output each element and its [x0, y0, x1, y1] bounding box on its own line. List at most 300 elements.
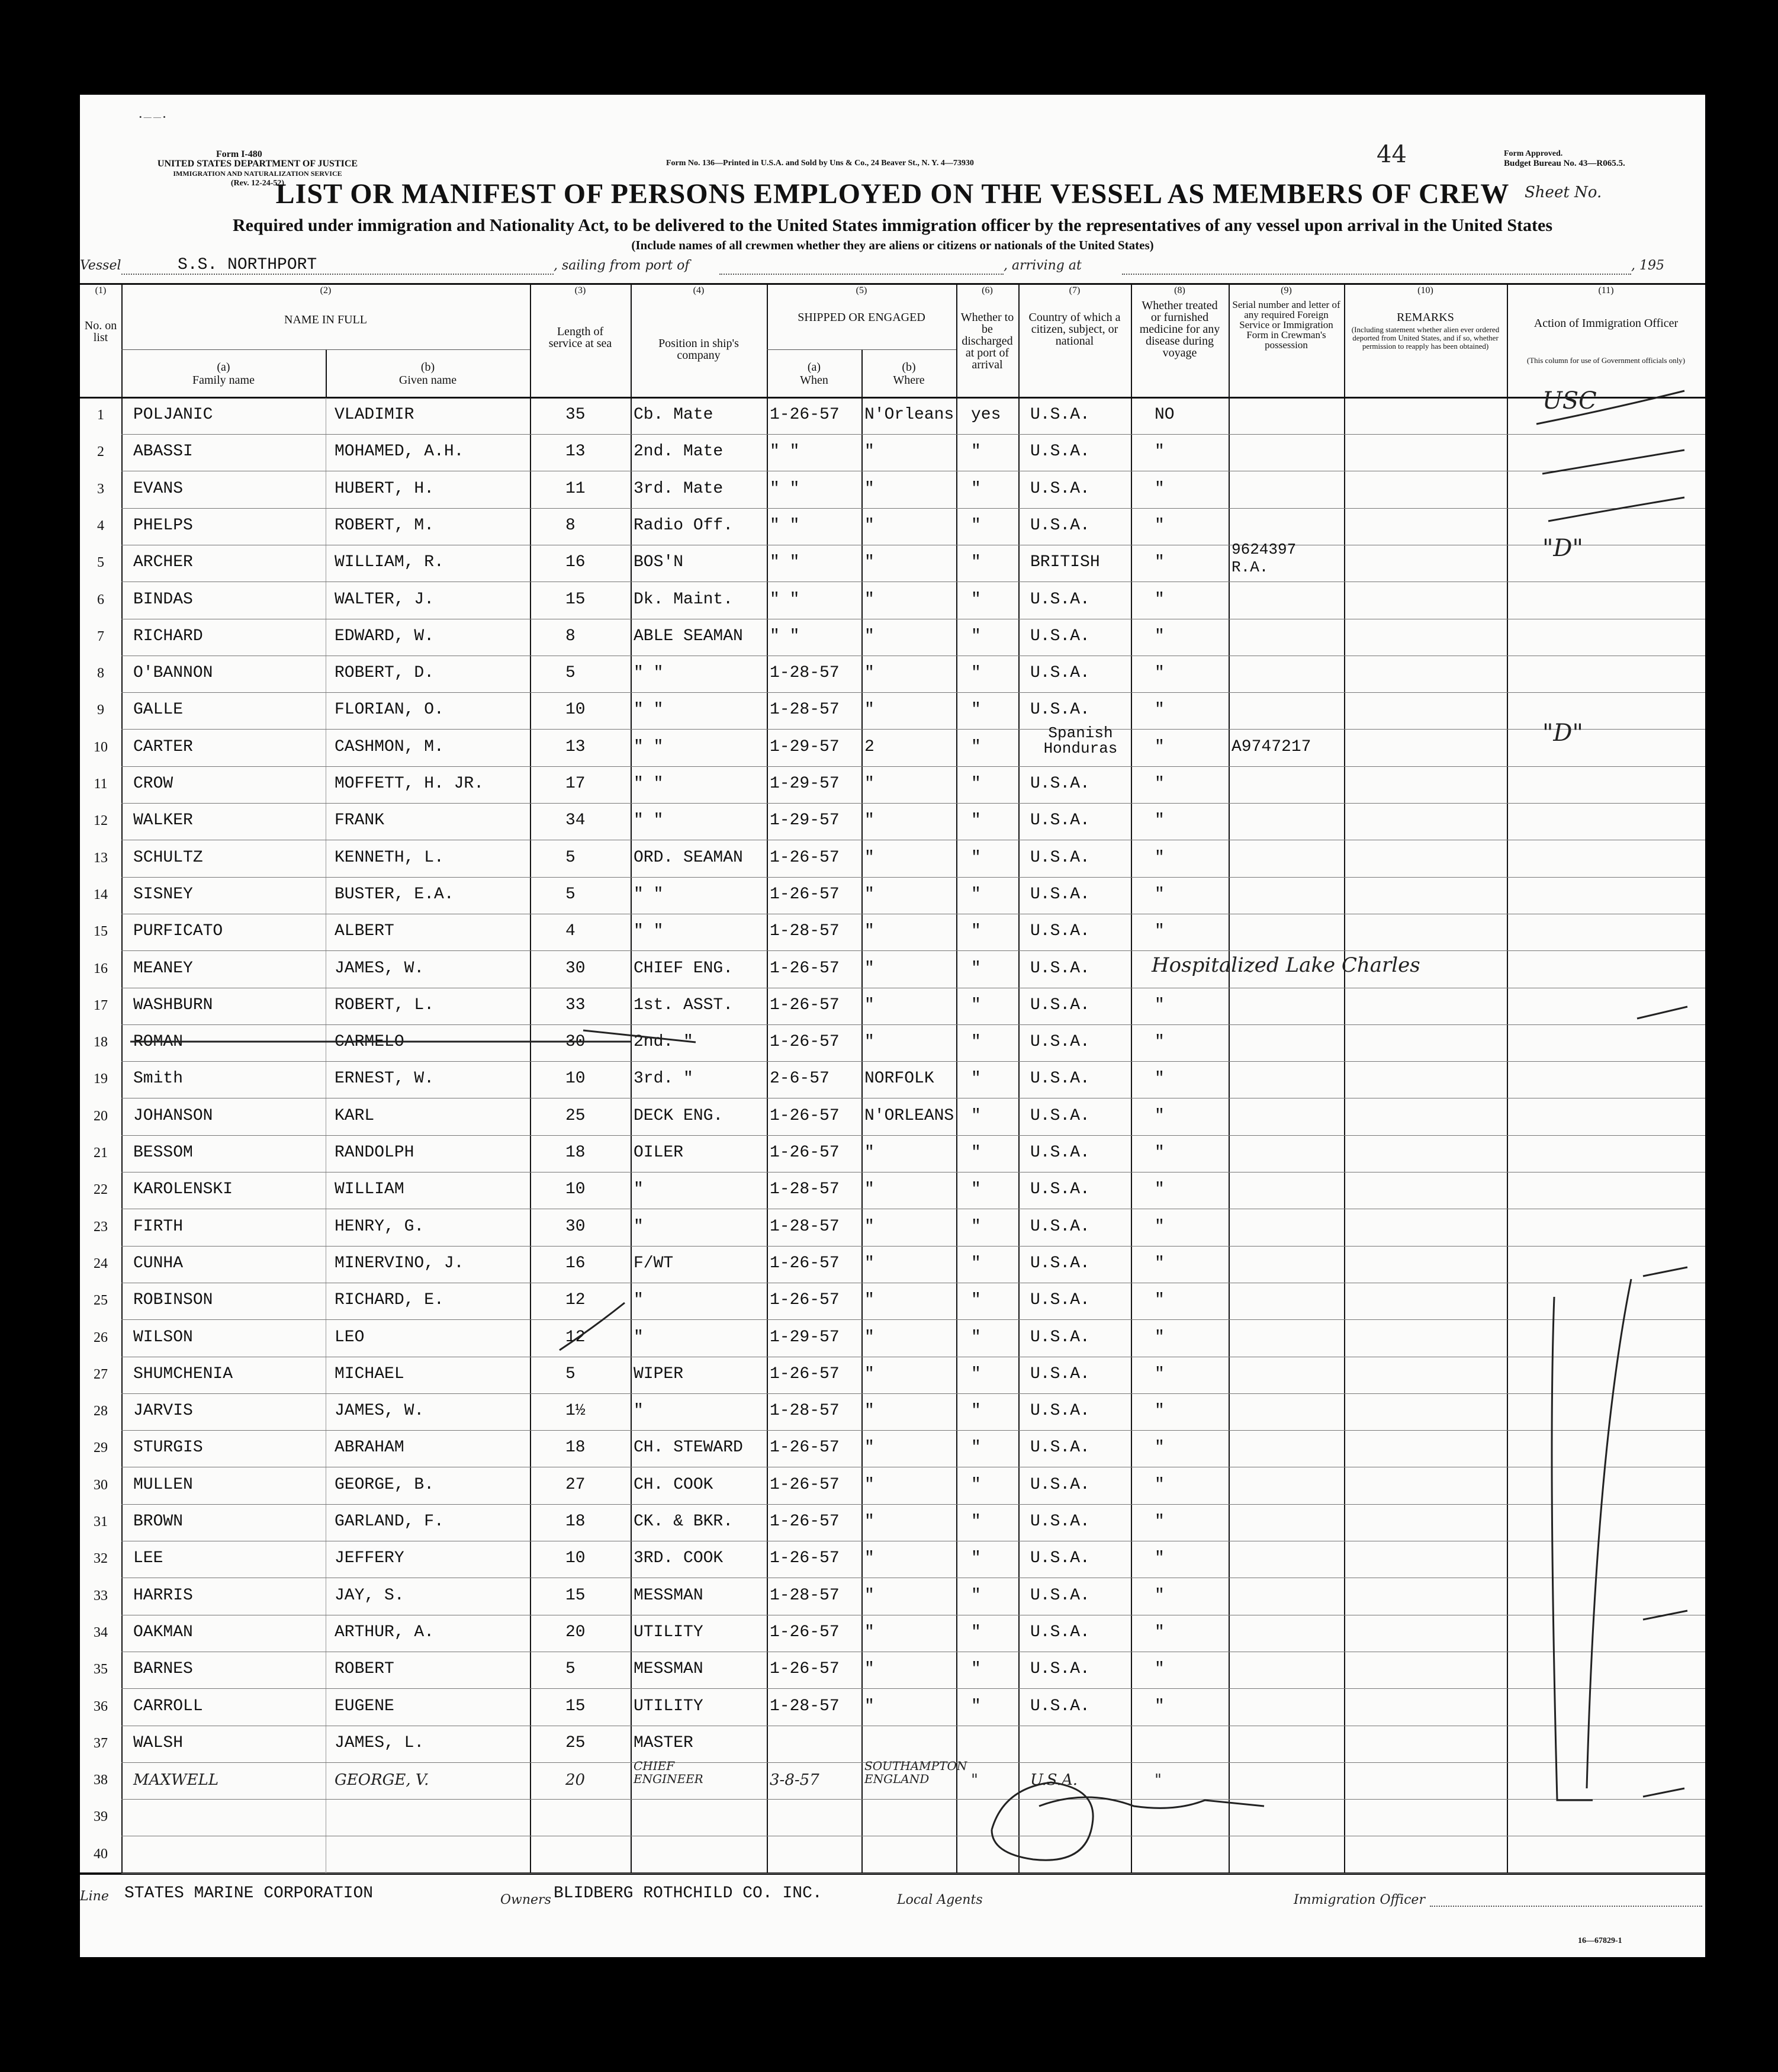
row-treated: ": [1155, 1033, 1165, 1052]
row-where: ": [864, 590, 874, 609]
check-stroke: [1643, 1788, 1684, 1797]
col-num-3: (3): [574, 285, 586, 295]
row-country: U.S.A.: [1030, 516, 1090, 535]
row-number: 22: [94, 1182, 108, 1198]
row-length: 5: [565, 885, 575, 904]
row-position: BOS'N: [634, 553, 684, 572]
row-discharged: ": [971, 885, 981, 904]
row-where: ": [864, 1623, 874, 1641]
row-number: 17: [94, 997, 108, 1013]
row-given: ERNEST, W.: [335, 1069, 435, 1088]
check-stroke: [1536, 387, 1684, 424]
row-action: "D": [1542, 719, 1583, 747]
row-where: ": [864, 442, 874, 461]
row-discharged: ": [971, 1402, 981, 1421]
row-where: ": [864, 995, 874, 1014]
row-where: ": [864, 959, 874, 978]
row-discharged: ": [971, 479, 981, 498]
row-treated: ": [1155, 848, 1165, 867]
row-given: ROBERT: [335, 1660, 394, 1679]
footer-line-label: Line: [80, 1889, 109, 1904]
row-where: ": [864, 885, 874, 904]
footer-code: 16—67829-1: [1578, 1936, 1622, 1945]
row-when: 1-26-57: [770, 885, 840, 904]
row-length: 4: [565, 922, 575, 941]
header-when-a: (a): [807, 361, 821, 374]
row-number: 6: [97, 592, 104, 608]
row-length: 15: [565, 1586, 586, 1605]
row-country: U.S.A.: [1030, 775, 1090, 793]
row-given: ARTHUR, A.: [335, 1623, 435, 1641]
row-given: KENNETH, L.: [335, 848, 444, 867]
row-action: USC: [1542, 387, 1597, 415]
row-treated: ": [1155, 1143, 1165, 1162]
row-where: ": [864, 701, 874, 719]
row-length: 17: [565, 775, 586, 793]
row-discharged: ": [971, 1660, 981, 1679]
row-given: GEORGE, V.: [335, 1771, 429, 1790]
row-when: 1-28-57: [770, 1697, 840, 1716]
row-when: 1-29-57: [770, 737, 840, 756]
row-given: EDWARD, W.: [335, 627, 435, 645]
header-where-b: (b): [902, 361, 916, 374]
signature-loop: [992, 1782, 1093, 1860]
row-discharged: ": [971, 959, 981, 978]
row-length: 13: [565, 737, 586, 756]
row-given: RICHARD, E.: [335, 1291, 444, 1310]
header-family-a: (a): [217, 361, 230, 374]
row-treated: ": [1155, 1328, 1165, 1347]
row-position: CHIEF ENG.: [634, 959, 734, 978]
row-family: OAKMAN: [133, 1623, 193, 1641]
row-given: ALBERT: [335, 922, 394, 941]
row-country: U.S.A.: [1030, 664, 1090, 683]
row-family: POLJANIC: [133, 406, 213, 424]
row-when: " ": [770, 553, 800, 572]
row-number: 32: [94, 1551, 108, 1567]
row-position: " ": [634, 885, 664, 904]
row-where: ": [864, 775, 874, 793]
row-number: 38: [94, 1772, 108, 1788]
row-length: 5: [565, 664, 575, 683]
row-family: PHELPS: [133, 516, 193, 535]
row-position: Radio Off.: [634, 516, 734, 535]
row-family: CROW: [133, 775, 173, 793]
row-family: PURFICATO: [133, 922, 223, 941]
row-given: JAMES, W.: [335, 959, 425, 978]
row-family: ARCHER: [133, 553, 193, 572]
row-given: ABRAHAM: [335, 1438, 404, 1457]
row-family: MULLEN: [133, 1475, 193, 1494]
row-position: " ": [634, 701, 664, 719]
row-treated: ": [1155, 701, 1165, 719]
row-position: CHIEF ENGINEER: [634, 1759, 703, 1787]
row-treated: ": [1155, 922, 1165, 941]
row-number: 31: [94, 1514, 108, 1530]
row-family: O'BANNON: [133, 664, 213, 683]
row-when: 1-28-57: [770, 1402, 840, 1421]
row-number: 26: [94, 1329, 108, 1345]
row-where: ": [864, 1438, 874, 1457]
row-family: CUNHA: [133, 1254, 184, 1273]
row-given: GEORGE, B.: [335, 1475, 435, 1494]
row-family: RICHARD: [133, 627, 203, 645]
service-name: IMMIGRATION AND NATURALIZATION SERVICE: [173, 169, 342, 178]
col-num-8: (8): [1174, 285, 1185, 295]
row-position: " ": [634, 775, 664, 793]
row-length: 1½: [565, 1402, 586, 1421]
row-position: ": [634, 1402, 644, 1421]
row-position: UTILITY: [634, 1697, 703, 1716]
row-number: 27: [94, 1366, 108, 1382]
row-family: CARTER: [133, 737, 193, 756]
row-position: CH. COOK: [634, 1475, 713, 1494]
row-where: ": [864, 516, 874, 535]
row-family: BESSOM: [133, 1143, 193, 1162]
row-family: ROMAN: [133, 1033, 184, 1052]
row-when: 1-29-57: [770, 1328, 840, 1347]
row-treated: ": [1155, 1364, 1165, 1383]
row-when: 2-6-57: [770, 1069, 829, 1088]
row-number: 3: [97, 481, 104, 497]
manifest-page: [80, 95, 1705, 1957]
row-country: U.S.A.: [1030, 885, 1090, 904]
row-given: WILLIAM, R.: [335, 553, 444, 572]
row-number: 23: [94, 1219, 108, 1235]
row-country: U.S.A.: [1030, 1033, 1090, 1052]
row-length: 12: [565, 1328, 586, 1347]
col-num-4: (4): [693, 285, 705, 295]
row-discharged: ": [971, 1438, 981, 1457]
row-country: U.S.A.: [1030, 922, 1090, 941]
row-given: WALTER, J.: [335, 590, 435, 609]
row-where: ": [864, 1586, 874, 1605]
row-discharged: ": [971, 775, 981, 793]
row-treated: ": [1155, 442, 1165, 461]
row-length: 27: [565, 1475, 586, 1494]
row-position: " ": [634, 737, 664, 756]
footer-line-value: STATES MARINE CORPORATION: [124, 1884, 374, 1903]
row-number: 30: [94, 1477, 108, 1493]
row-length: 20: [565, 1771, 586, 1790]
row-treated: ": [1155, 590, 1165, 609]
row-treated: ": [1155, 627, 1165, 645]
row-country: U.S.A.: [1030, 1475, 1090, 1494]
row-when: 1-26-57: [770, 1106, 840, 1125]
row-where: ": [864, 922, 874, 941]
form-number: Form I-480: [216, 149, 262, 159]
check-stroke: [560, 1303, 625, 1350]
row-given: MOFFETT, H. JR.: [335, 775, 484, 793]
row-family: SISNEY: [133, 885, 193, 904]
row-family: MEANEY: [133, 959, 193, 978]
col-num-10: (10): [1417, 285, 1433, 295]
row-when: 1-26-57: [770, 959, 840, 978]
row-where: N'Orleans: [864, 406, 954, 424]
row-family: WALSH: [133, 1733, 184, 1752]
row-given: CASHMON, M.: [335, 737, 444, 756]
row-family: FIRTH: [133, 1217, 184, 1236]
row-treated: NO: [1155, 406, 1175, 424]
form-subtitle: Required under immigration and Nationality Act, to be delivered to the United States immigration officer by the representatives of any vessel upon arrival in the United States: [232, 216, 1553, 235]
row-position: 3rd. Mate: [634, 479, 724, 498]
row-when: 1-26-57: [770, 1438, 840, 1457]
row-country: U.S.A.: [1030, 1402, 1090, 1421]
row-family: SCHULTZ: [133, 848, 203, 867]
row-when: " ": [770, 479, 800, 498]
header-given-name: Given name: [398, 374, 457, 387]
row-treated: ": [1155, 737, 1165, 756]
row-number: 13: [94, 850, 108, 866]
row-when: 1-28-57: [770, 1217, 840, 1236]
row-treated: ": [1155, 1697, 1165, 1716]
row-discharged: ": [971, 811, 981, 830]
col-num-7: (7): [1069, 285, 1081, 295]
row-serial: A9747217: [1232, 737, 1311, 756]
row-discharged: ": [971, 553, 981, 572]
sailing-label: , sailing from port of: [554, 258, 690, 273]
row-treated: ": [1155, 775, 1165, 793]
row-discharged: ": [971, 1364, 981, 1383]
row-given: HUBERT, H.: [335, 479, 435, 498]
row-treated: ": [1155, 1771, 1162, 1790]
row-discharged: ": [971, 1033, 981, 1052]
row-position: 2nd. ": [634, 1033, 693, 1052]
row-discharged: ": [971, 1254, 981, 1273]
row-country: U.S.A.: [1030, 1438, 1090, 1457]
row-where: N'ORLEANS: [864, 1106, 954, 1125]
row-discharged: ": [971, 1475, 981, 1494]
row-when: " ": [770, 590, 800, 609]
header-family-name: Family name: [192, 374, 255, 387]
footer-agents-label: Local Agents: [897, 1893, 983, 1907]
row-when: 1-26-57: [770, 995, 840, 1014]
row-country: U.S.A.: [1030, 1254, 1090, 1273]
row-where: ": [864, 1364, 874, 1383]
check-stroke: [1643, 1267, 1687, 1276]
row-length: 5: [565, 1364, 575, 1383]
row-given: HENRY, G.: [335, 1217, 425, 1236]
row-where: ": [864, 1328, 874, 1347]
row-number: 14: [94, 886, 108, 902]
row-number: 24: [94, 1255, 108, 1271]
form-note: (Include names of all crewmen whether they are aliens or citizens or nationals of the United States): [631, 238, 1154, 252]
signature-stroke: [1039, 1797, 1264, 1808]
row-position: CH. STEWARD: [634, 1438, 743, 1457]
row-number: 19: [94, 1071, 108, 1087]
row-family: STURGIS: [133, 1438, 203, 1457]
row-given: ROBERT, M.: [335, 516, 435, 535]
row-discharged: ": [971, 1180, 981, 1199]
row-position: ": [634, 1291, 644, 1310]
row-position: ": [634, 1180, 644, 1199]
row-family: WALKER: [133, 811, 193, 830]
col-num-6: (6): [982, 285, 993, 295]
row-number: 12: [94, 813, 108, 829]
row-length: 5: [565, 848, 575, 867]
row-when: 1-26-57: [770, 1512, 840, 1531]
row-given: MINERVINO, J.: [335, 1254, 464, 1273]
row-given: KARL: [335, 1106, 375, 1125]
row-position: ": [634, 1217, 644, 1236]
row-country: U.S.A.: [1030, 406, 1090, 424]
row-country: U.S.A.: [1030, 1512, 1090, 1531]
row-when: 1-26-57: [770, 406, 840, 424]
row-country: U.S.A.: [1030, 995, 1090, 1014]
row-position: DECK ENG.: [634, 1106, 724, 1125]
row-length: 10: [565, 1180, 586, 1199]
row-length: 30: [565, 959, 586, 978]
header-shipped: SHIPPED OR ENGAGED: [798, 311, 925, 324]
form-title: LIST OR MANIFEST OF PERSONS EMPLOYED ON THE VESSEL AS MEMBERS OF CREW: [275, 178, 1510, 210]
row-treated: ": [1155, 885, 1165, 904]
row-number: 34: [94, 1624, 108, 1640]
row-discharged: ": [971, 922, 981, 941]
header-remarks-note: (Including statement whether alien ever ordered deported from United States, and if so, whether permission to reapply has been obtained): [1351, 325, 1500, 351]
row-where: ": [864, 1254, 874, 1273]
vessel-name: S.S. NORTHPORT: [178, 256, 317, 274]
row-discharged: ": [971, 737, 981, 756]
row-length: 11: [565, 479, 586, 498]
row-discharged: ": [971, 1586, 981, 1605]
department: UNITED STATES DEPARTMENT OF JUSTICE: [157, 159, 358, 169]
form-approved: Form Approved.: [1504, 149, 1563, 158]
row-length: 30: [565, 1033, 586, 1052]
row-position: MASTER: [634, 1733, 693, 1752]
row-treated: ": [1155, 1660, 1165, 1679]
row-discharged: ": [971, 995, 981, 1014]
row-when: " ": [770, 442, 800, 461]
row-when: 1-26-57: [770, 1475, 840, 1494]
row-family: KAROLENSKI: [133, 1180, 233, 1199]
row-where: ": [864, 1143, 874, 1162]
row-discharged: ": [971, 848, 981, 867]
footer-owners-label: Owners: [500, 1893, 551, 1907]
row-length: 16: [565, 1254, 586, 1273]
row-number: 18: [94, 1035, 108, 1051]
row-treated: ": [1155, 1512, 1165, 1531]
check-stroke: [1548, 497, 1684, 521]
col-num-11: (11): [1598, 285, 1614, 295]
row-length: 33: [565, 995, 586, 1014]
row-given: JEFFERY: [335, 1549, 404, 1568]
arriving-label: , arriving at: [1004, 258, 1082, 273]
row-length: 30: [565, 1217, 586, 1236]
row-where: ": [864, 479, 874, 498]
row-where: ": [864, 1475, 874, 1494]
row-given: MOHAMED, A.H.: [335, 442, 464, 461]
check-stroke: [1637, 1007, 1687, 1019]
row-when: 1-26-57: [770, 1291, 840, 1310]
row-when: " ": [770, 627, 800, 645]
row-number: 21: [94, 1145, 108, 1161]
row-given: FRANK: [335, 811, 385, 830]
row-where: ": [864, 1291, 874, 1310]
row-discharged: ": [971, 627, 981, 645]
row-discharged: ": [971, 1143, 981, 1162]
row-when: 1-28-57: [770, 1586, 840, 1605]
row-country: U.S.A.: [1030, 479, 1090, 498]
row-position: 2nd. Mate: [634, 442, 724, 461]
row-family: EVANS: [133, 479, 184, 498]
row-where: SOUTHAMPTON ENGLAND: [864, 1759, 967, 1787]
row-country: U.S.A.: [1030, 1106, 1090, 1125]
row-number: 39: [94, 1809, 108, 1825]
row-when: 1-26-57: [770, 1254, 840, 1273]
row-given: ROBERT, L.: [335, 995, 435, 1014]
row-discharged: ": [971, 1512, 981, 1531]
corner-dots: • — — •: [139, 113, 166, 121]
row-position: 3RD. COOK: [634, 1549, 724, 1568]
row-position: 1st. ASST.: [634, 995, 734, 1014]
row-given: FLORIAN, O.: [335, 701, 444, 719]
row-given: CARMELO: [335, 1033, 404, 1052]
row-family: BINDAS: [133, 590, 193, 609]
row-position: MESSMAN: [634, 1660, 703, 1679]
row-length: 25: [565, 1733, 586, 1752]
row-treated: ": [1155, 516, 1165, 535]
row-when: 1-28-57: [770, 664, 840, 683]
row-given: JAMES, W.: [335, 1402, 425, 1421]
row-treated: ": [1155, 995, 1165, 1014]
row-discharged: ": [971, 664, 981, 683]
row-country: U.S.A.: [1030, 442, 1090, 461]
row-country: U.S.A.: [1030, 1069, 1090, 1088]
row-country: U.S.A.: [1030, 1143, 1090, 1162]
revision: (Rev. 12-24-52): [230, 179, 285, 188]
row-where: ": [864, 1180, 874, 1199]
row-country: U.S.A.: [1030, 959, 1090, 978]
row-number: 7: [97, 628, 104, 644]
row-number: 35: [94, 1662, 108, 1678]
row-number: 5: [97, 555, 104, 571]
page-number: 44: [1377, 141, 1407, 168]
header-name-in-full: NAME IN FULL: [284, 313, 367, 326]
row-position: " ": [634, 664, 664, 683]
printer-line: Form No. 136—Printed in U.S.A. and Sold by Uns & Co., 24 Beaver St., N. Y. 4—73930: [666, 159, 974, 168]
row-when: 1-29-57: [770, 775, 840, 793]
row-when: 1-29-57: [770, 811, 840, 830]
row-family: JOHANSON: [133, 1106, 213, 1125]
row-discharged: ": [971, 1697, 981, 1716]
row-action: "D": [1542, 535, 1583, 563]
row-position: " ": [634, 922, 664, 941]
row-length: 12: [565, 1291, 586, 1310]
row-position: UTILITY: [634, 1623, 703, 1641]
row-where: ": [864, 811, 874, 830]
row-number: 11: [94, 776, 108, 792]
row-given: JAMES, L.: [335, 1733, 425, 1752]
row-where: ": [864, 553, 874, 572]
vessel-label: Vessel: [80, 258, 121, 273]
row-number: 8: [97, 666, 104, 682]
row-number: 15: [94, 924, 108, 940]
row-country: U.S.A.: [1030, 1180, 1090, 1199]
row-position: CK. & BKR.: [634, 1512, 734, 1531]
row-treated: ": [1155, 1217, 1165, 1236]
row-length: 10: [565, 1069, 586, 1088]
row-family: LEE: [133, 1549, 163, 1568]
header-action: Action of Immigration Officer: [1533, 317, 1679, 330]
header-position: Position in ship's company: [658, 337, 739, 362]
row-discharged: yes: [971, 406, 1001, 424]
row-given: LEO: [335, 1328, 365, 1347]
row-length: 18: [565, 1512, 586, 1531]
row-discharged: ": [971, 1291, 981, 1310]
header-remarks: REMARKS: [1397, 311, 1454, 324]
row-where: ": [864, 627, 874, 645]
row-country: U.S.A.: [1030, 701, 1090, 719]
